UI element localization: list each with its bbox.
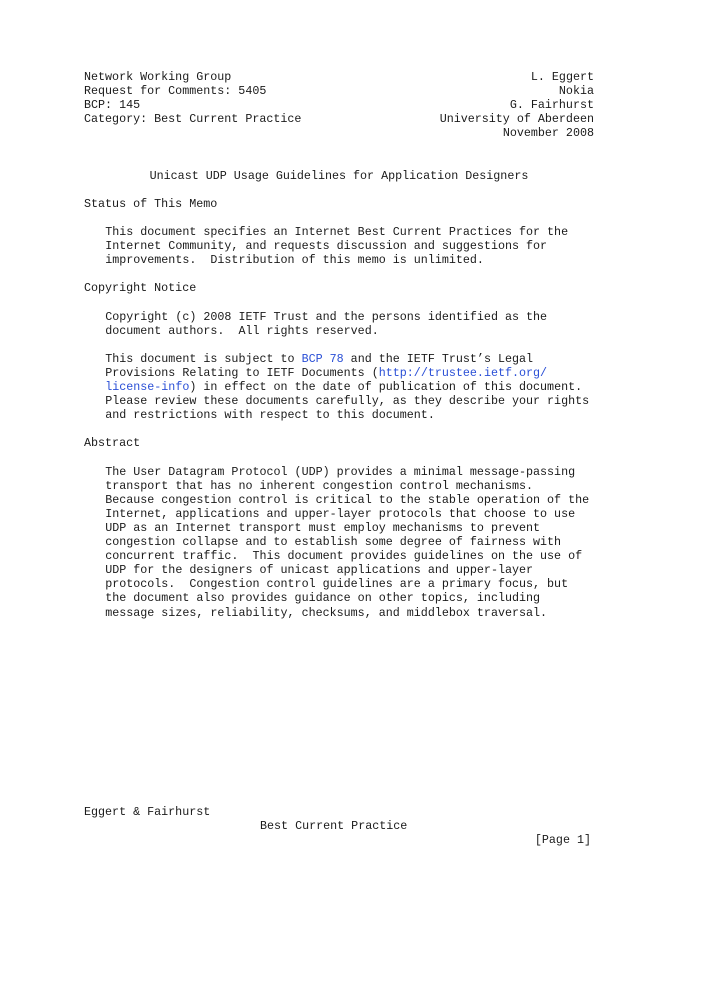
- header-row-4: [84, 112, 594, 126]
- abstract-line: Because congestion control is critical to the stable operation of the: [105, 492, 590, 507]
- abstract-line: message sizes, reliability, checksums, and middlebox traversal.: [105, 605, 548, 620]
- license-info-link[interactable]: license-info: [105, 380, 190, 395]
- header-author-2: G. Fairhurst: [509, 98, 594, 113]
- footer-authors: Eggert & Fairhurst: [84, 805, 211, 820]
- copyright-heading: Copyright Notice: [84, 281, 197, 296]
- status-line: Internet Community, and requests discussion and suggestions for: [105, 239, 548, 254]
- footer-category: Best Current Practice: [260, 819, 408, 834]
- abstract-line: transport that has no inherent congestion control mechanisms.: [105, 478, 534, 493]
- trustee-link[interactable]: http://trustee.ietf.org/: [378, 365, 548, 380]
- rfc-header: [84, 70, 594, 140]
- copyright-line: document authors. All rights reserved.: [105, 323, 379, 338]
- header-row-5: [84, 126, 594, 140]
- header-working-group: Network Working Group: [84, 70, 232, 84]
- header-row-1: [84, 70, 594, 84]
- header-row-2: [84, 84, 594, 98]
- header-affiliation-2: University of Aberdeen: [439, 112, 594, 127]
- document-title: Unicast UDP Usage Guidelines for Application Designers: [149, 168, 529, 183]
- abstract-heading: Abstract: [84, 436, 141, 451]
- abstract-line: UDP as an Internet transport must employ mechanisms to prevent: [105, 521, 541, 535]
- copyright-line: Please review these documents carefully, as they describe your rights: [105, 394, 590, 409]
- header-category: Category: Best Current Practice: [84, 112, 302, 127]
- header-rfc-number: Request for Comments: 5405: [84, 84, 267, 99]
- abstract-line: UDP for the designers of unicast applications and upper-layer: [105, 563, 534, 578]
- rfc-page: [84, 70, 594, 620]
- header-affiliation-1: Nokia: [558, 84, 594, 99]
- footer-page-number: [Page 1]: [534, 833, 591, 848]
- abstract-line: congestion collapse and to establish some degree of fairness with: [105, 535, 562, 550]
- abstract-line: The User Datagram Protocol (UDP) provides a minimal message-passing: [105, 464, 576, 479]
- abstract-line: protocols. Congestion control guidelines are a primary focus, but: [105, 577, 569, 592]
- copyright-line: and restrictions with respect to this document.: [105, 408, 435, 423]
- copyright-line: This document is subject to BCP 78 and the IETF Trust’s Legal: [105, 351, 534, 366]
- abstract-line: concurrent traffic. This document provides guidelines on the use of: [105, 549, 583, 564]
- header-date: November 2008: [502, 126, 594, 141]
- header-author-1: L. Eggert: [530, 70, 594, 84]
- status-heading: Status of This Memo: [84, 196, 218, 211]
- header-row-3: [84, 98, 594, 112]
- bcp78-link[interactable]: BCP 78: [301, 351, 344, 366]
- copyright-line: Copyright (c) 2008 IETF Trust and the persons identified as the: [105, 309, 548, 324]
- copyright-line: license-info) in effect on the date of publication of this document.: [105, 380, 583, 395]
- status-line: improvements. Distribution of this memo is unlimited.: [105, 253, 484, 268]
- page-footer: [84, 791, 594, 848]
- status-line: This document specifies an Internet Best Current Practices for the: [105, 225, 569, 240]
- abstract-line: the document also provides guidance on other topics, including: [105, 591, 541, 606]
- copyright-line: Provisions Relating to IETF Documents (http://trustee.ietf.org/: [105, 365, 548, 380]
- header-bcp-number: BCP: 145: [84, 98, 141, 113]
- abstract-line: Internet, applications and upper-layer protocols that choose to use: [105, 506, 576, 521]
